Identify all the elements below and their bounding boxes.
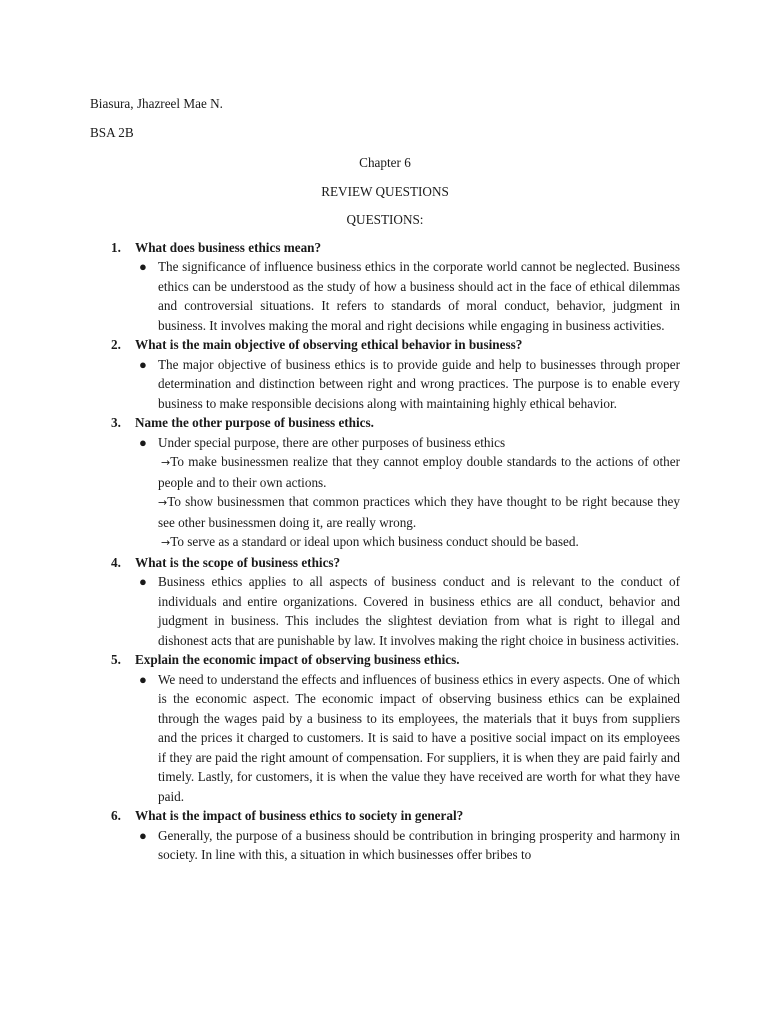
question-text: Explain the economic impact of observing business ethics.: [135, 652, 460, 667]
question-item-4: [90, 553, 680, 651]
answer-item: [135, 826, 680, 865]
bullet-icon: ●: [139, 827, 147, 843]
question-number: 4.: [111, 554, 121, 570]
question-text: Name the other purpose of business ethics.: [135, 415, 374, 430]
question-item-6: [90, 806, 680, 865]
answer-text: Business ethics applies to all aspects of business conduct and is relevant to the conduct of individuals and entire organizations. Covered in business ethics are all conduct, behavior and judgment in business. This includes the slightest deviation from what is right to illegal and dishonest acts that are punishable by law. It involves making the right choice in business activities.: [158, 574, 680, 648]
answer-text: The significance of influence business ethics in the corporate world cannot be neglected. Business ethics can be understood as the study of how a business should act in the face of ethical dilemmas and controversial situations. It refers to standards of moral conduct, behavior, judgment in business. It involves making the moral and right decisions while engaging in business activities.: [158, 259, 680, 333]
bullet-icon: ●: [139, 671, 147, 687]
student-section: BSA 2B: [90, 124, 134, 140]
question-number: 5.: [111, 652, 121, 667]
right-arrow-icon: →: [161, 456, 171, 469]
question-item-3: [90, 413, 680, 553]
questions-heading: QUESTIONS:: [346, 212, 424, 227]
sub-point: →To make businessmen realize that they cannot employ double standards to the actions of other people and to their own actions.: [158, 454, 680, 490]
question-text: What is the main objective of observing ethical behavior in business?: [135, 337, 523, 352]
question-text: What does business ethics mean?: [135, 239, 322, 255]
answer-item: [135, 670, 680, 807]
question-number: 2.: [111, 337, 121, 352]
answer-item: [135, 433, 680, 553]
answer-text: We need to understand the effects and influences of business ethics in every aspects. One of which is the economic aspect. The economic impact of observing business ethics can be explained through the wages paid by a business to its employees, the materials that it buys from suppliers and the prices it charged to customers. It is said to have a positive social impact on its employees if they are paid the right amount of compensation. For suppliers, it is when they are paid fairly and timely. Lastly, for customers, it is when the value they have received are worth for what they have paid.: [158, 671, 680, 804]
question-text: What is the scope of business ethics?: [135, 554, 341, 570]
question-item-1: [90, 238, 680, 336]
bullet-icon: ●: [139, 356, 147, 372]
right-arrow-icon: →: [161, 536, 171, 549]
answer-text: The major objective of business ethics is to provide guide and help to businesses through proper determination and distinction between right and wrong practices. The purpose is to enable every business to make responsible decisions along with maintaining highly ethical behavior.: [158, 356, 680, 411]
question-number: 1.: [111, 239, 121, 255]
student-name: Biasura, Jhazreel Mae N.: [90, 96, 223, 111]
answer-item: [135, 257, 680, 335]
review-title: REVIEW QUESTIONS: [321, 183, 449, 199]
bullet-icon: ●: [139, 259, 147, 274]
question-item-2: [90, 335, 680, 413]
right-arrow-icon: →: [158, 496, 168, 509]
sub-point: →To serve as a standard or ideal upon which business conduct should be based.: [161, 534, 579, 549]
question-list: [90, 238, 680, 865]
answer-text: Generally, the purpose of a business should be contribution in bringing prosperity and harmony in society. In line with this, a situation in which businesses offer bribes to: [158, 827, 680, 862]
chapter-title: Chapter 6: [359, 155, 411, 170]
bullet-icon: ●: [139, 574, 147, 589]
answer-item: [135, 355, 680, 414]
answer-text: Under special purpose, there are other purposes of business ethics: [158, 434, 506, 450]
question-number: 3.: [111, 415, 121, 430]
question-number: 6.: [111, 808, 121, 823]
answer-item: [135, 572, 680, 650]
question-text: What is the impact of business ethics to society in general?: [135, 808, 464, 823]
bullet-icon: ●: [139, 434, 147, 450]
question-item-5: [90, 650, 680, 806]
sub-point: →To show businessmen that common practices which they have thought to be right because they see other businessmen doing it, are really wrong.: [158, 494, 680, 530]
